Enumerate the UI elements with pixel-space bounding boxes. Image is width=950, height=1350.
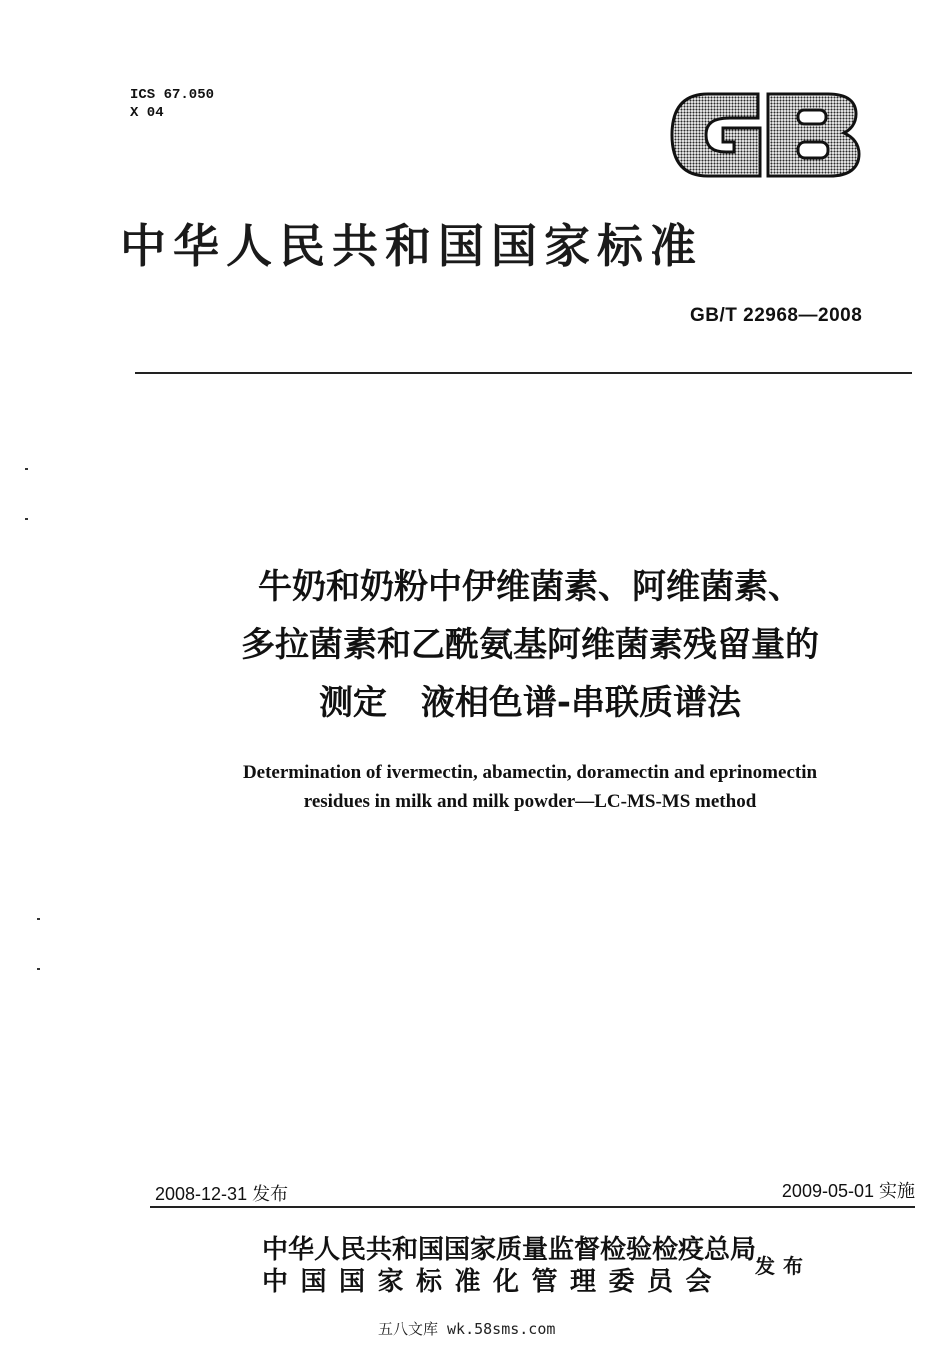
chinese-title — [140, 558, 920, 732]
issuing-authorities — [262, 1234, 756, 1298]
header-divider — [135, 372, 912, 374]
scan-speck — [25, 468, 28, 470]
ics-code-block — [130, 86, 214, 122]
implementation-date: 2009-05-01 实施 — [781, 1181, 915, 1201]
english-title-line-1: Determination of ivermectin, abamectin, doramectin and eprinomectin — [242, 762, 818, 783]
chinese-title-line-1: 牛奶和奶粉中伊维菌素、阿维菌素、 — [258, 567, 802, 607]
issue-date: 2008-12-31 发布 — [155, 1184, 289, 1204]
scan-speck — [37, 968, 40, 970]
ics-code: ICS 67.050 — [130, 87, 215, 103]
issuer-aqsiq: 中华人民共和国国家质量监督检验检疫总局 — [262, 1235, 757, 1265]
chinese-title-line-3: 测定 液相色谱-串联质谱法 — [318, 683, 742, 723]
site-watermark: 五八文库 wk.58sms.com — [378, 1320, 556, 1338]
national-standard-heading: 中华人民共和国国家标准 — [120, 219, 703, 273]
chinese-title-line-2: 多拉菌素和乙酰氨基阿维菌素残留量的 — [241, 625, 819, 665]
classification-code: X 04 — [130, 105, 164, 121]
scan-speck — [37, 918, 40, 920]
footer-divider — [150, 1206, 915, 1208]
standard-number: GB/T 22968—2008 — [690, 305, 863, 326]
english-title-line-2: residues in milk and milk powder—LC-MS-MS method — [303, 791, 757, 812]
gb-logo — [668, 90, 863, 180]
issuer-sac: 中国国家标准化管理委员会 — [262, 1267, 725, 1297]
publish-label: 发布 — [755, 1254, 811, 1278]
english-title — [160, 758, 900, 816]
scan-speck — [25, 518, 28, 520]
